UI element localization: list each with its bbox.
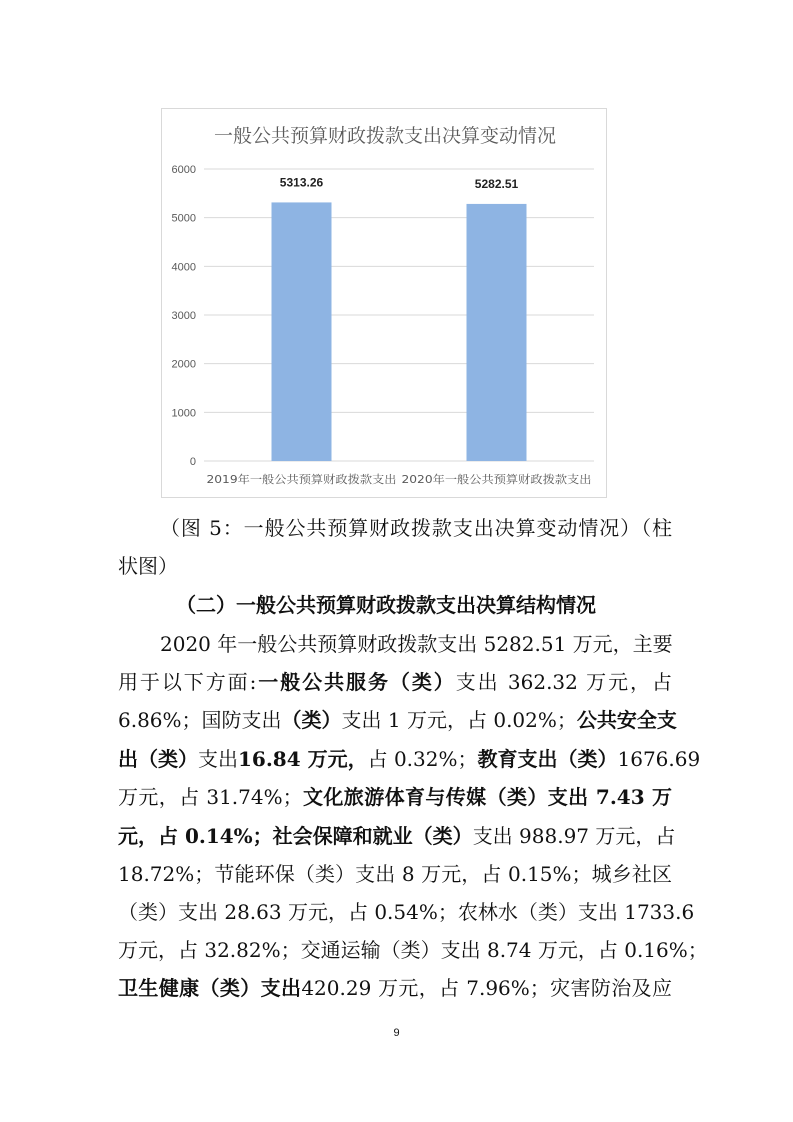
- bold-text: 文化旅游体育与传媒（类）支出 7.43 万: [302, 785, 672, 809]
- bold-text: 卫生健康（类）支出: [118, 976, 302, 1000]
- section-heading: [176, 593, 656, 617]
- text-run: 6.86%；国防支出: [118, 708, 282, 732]
- bar: [272, 202, 332, 461]
- y-tick-label: 0: [189, 456, 196, 468]
- text-run: 支出: [198, 747, 238, 771]
- y-tick-label: 5000: [171, 212, 196, 225]
- text-run: 2020 年一般公共预算财政拨款支出 5282.51 万元，主要: [160, 632, 673, 656]
- paragraph-line: [118, 785, 672, 809]
- text-run: 支出 362.32 万元，占: [455, 670, 672, 694]
- x-tick-label: 2020年一般公共预算财政拨款支出: [401, 473, 573, 486]
- text-run: 支出 1 万元，占 0.02%；: [341, 708, 577, 732]
- paragraph-line: [118, 900, 695, 924]
- bold-text: 元，占 0.14%；社会保障和就业（类）: [118, 824, 473, 848]
- paragraph-line: [118, 862, 672, 886]
- text-run: 用于以下方面:: [118, 670, 257, 694]
- text-run: 万元，占 32.82%；交通运输（类）支出 8.74 万元，占 0.16%；: [118, 938, 708, 962]
- y-tick-label: 6000: [171, 164, 196, 176]
- paragraph-line: [118, 824, 676, 848]
- bar-chart: [161, 108, 607, 498]
- text-run: 支出 988.97 万元，占: [472, 824, 676, 848]
- page-number: 9: [393, 1027, 400, 1039]
- bold-text: （类）: [281, 708, 342, 732]
- data-label: 5313.26: [279, 175, 324, 190]
- bold-text: 公共安全支: [576, 708, 677, 732]
- paragraph-line: [160, 516, 672, 540]
- paragraph-line: [118, 708, 677, 732]
- bold-text: 16.84 万元，: [238, 747, 368, 771]
- y-tick-label: 4000: [171, 261, 196, 274]
- bold-text: 教育支出（类）: [477, 747, 618, 771]
- text-run: 万元，占 31.74%；: [118, 785, 303, 809]
- paragraph-line: [160, 632, 672, 656]
- data-label: 5282.51: [474, 176, 519, 191]
- paragraph-line: [118, 747, 701, 771]
- paragraph-line: [118, 670, 672, 694]
- text-run: 占 0.32%；: [367, 747, 478, 771]
- bar: [467, 204, 527, 461]
- bold-text: 出（类）: [118, 747, 198, 771]
- x-tick-label: 2019年一般公共预算财政拨款支出: [206, 473, 378, 486]
- bold-text: （二）一般公共预算财政拨款支出决算结构情况: [176, 593, 596, 617]
- paragraph-line: [118, 938, 708, 962]
- bold-text: 一般公共服务（类）: [256, 670, 456, 694]
- text-run: 18.72%；节能环保（类）支出 8 万元，占 0.15%；城乡社区: [118, 862, 672, 886]
- chart-canvas: [162, 109, 608, 499]
- text-run: 1676.69: [617, 747, 701, 771]
- paragraph-line: [118, 554, 672, 578]
- text-run: （类）支出 28.63 万元，占 0.54%；农林水（类）支出 1733.6: [118, 900, 695, 924]
- y-tick-label: 2000: [171, 358, 196, 371]
- text-run: 状图）: [118, 554, 178, 578]
- text-run: （图 5：一般公共预算财政拨款支出决算变动情况）（柱: [160, 516, 672, 540]
- y-tick-label: 3000: [171, 310, 196, 322]
- chart-title: 一般公共预算财政拨款支出决算变动情况: [213, 125, 557, 147]
- y-tick-label: 1000: [171, 407, 196, 420]
- text-run: 420.29 万元，占 7.96%；灾害防治及应: [301, 976, 672, 1000]
- paragraph-line: [118, 976, 672, 1000]
